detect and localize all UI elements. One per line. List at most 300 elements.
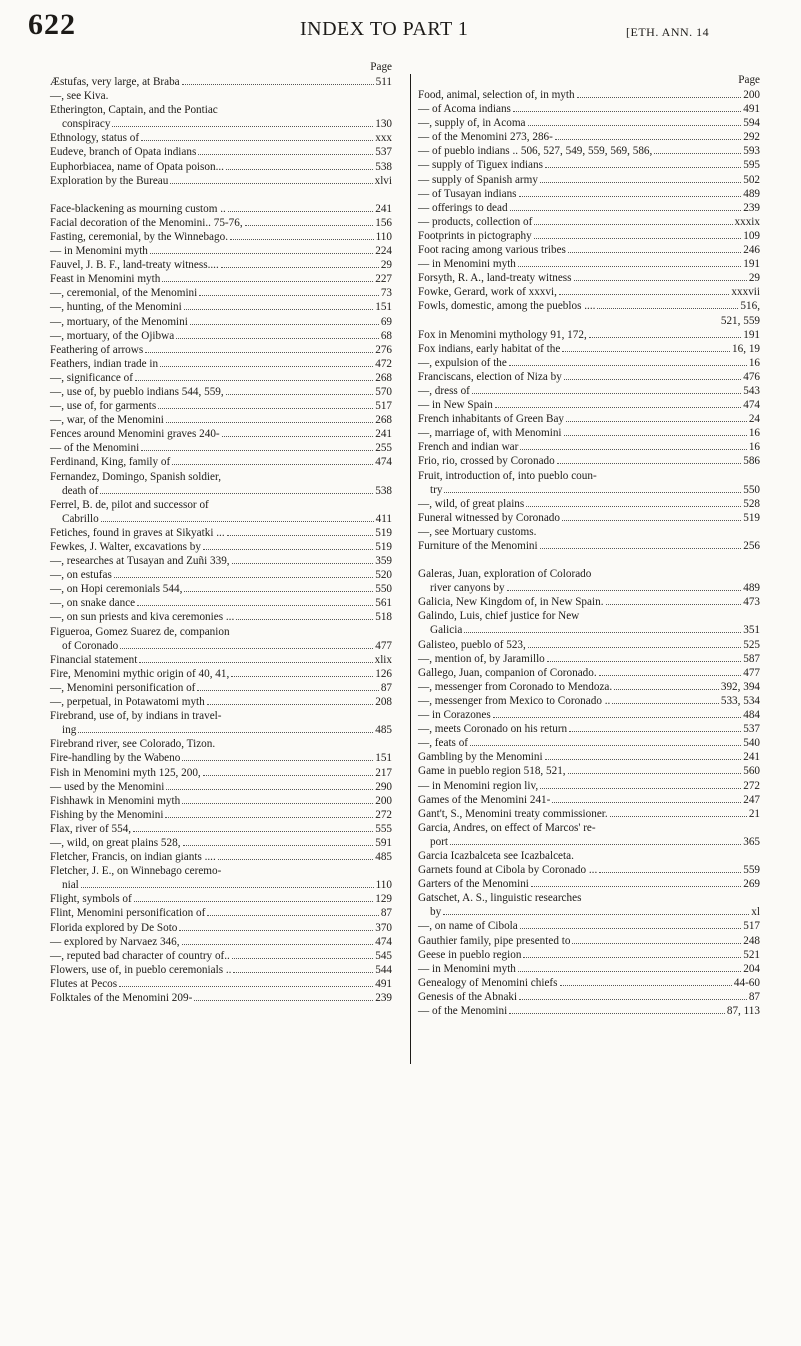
index-page-ref: 540: [743, 737, 760, 750]
index-page-ref: 518: [375, 611, 392, 624]
index-entry: [50, 780, 395, 794]
dot-leader: [179, 930, 373, 931]
dot-leader: [218, 859, 373, 860]
dot-leader: [203, 549, 373, 550]
dot-leader: [444, 492, 741, 493]
index-entry: [418, 440, 763, 454]
dot-leader: [172, 464, 373, 465]
index-page-ref: 241: [375, 428, 392, 441]
dot-leader: [534, 224, 732, 225]
index-entry-text: port: [430, 835, 449, 848]
page-number: 622: [28, 8, 76, 41]
dot-leader: [509, 1013, 725, 1014]
index-entry-text: —, mention of, by Jaramillo: [418, 652, 545, 665]
index-entry-text: Flight, symbols of: [50, 893, 132, 906]
index-page-ref: 544: [375, 963, 392, 976]
index-page-ref: 109: [743, 229, 760, 242]
index-page-ref: 151: [375, 301, 392, 314]
index-entry-text: Furniture of the Menomini: [418, 540, 538, 552]
index-entry-text: Gallego, Juan, companion of Coronado.: [418, 666, 597, 679]
index-page-ref: 561: [375, 597, 392, 610]
index-entry-text: Florida explored by De Soto: [50, 921, 178, 934]
index-entry-continuation: [418, 314, 763, 328]
index-page-ref: 156: [375, 216, 392, 229]
dot-leader: [190, 324, 379, 325]
index-page-ref: 87: [748, 990, 760, 1003]
index-page-ref: 200: [743, 89, 760, 101]
index-entry-text: Fire, Menomini mythic origin of 40, 41,: [50, 667, 230, 680]
index-page-ref: 538: [375, 160, 392, 173]
index-page-ref: 351: [743, 624, 760, 637]
index-entry: [50, 75, 395, 89]
index-entry: [50, 892, 395, 906]
index-entry-text: —, mortuary, of the Ojibwa: [50, 329, 175, 342]
running-reference: [ETH. ANN. 14: [626, 25, 710, 39]
dot-leader: [572, 943, 741, 944]
dot-leader: [150, 253, 373, 254]
index-entry: [418, 750, 763, 764]
index-entry-text: Game in pueblo region 518, 521,: [418, 765, 566, 778]
index-entry-text: —, Menomini personification of: [50, 681, 196, 694]
index-page-ref: 290: [375, 780, 392, 793]
dot-leader: [182, 803, 373, 804]
index-entry-text: Fruit, introduction of, into pueblo coun-: [418, 469, 597, 482]
index-entry-text: Geese in pueblo region: [418, 948, 522, 961]
dot-leader: [612, 703, 719, 704]
dot-leader: [589, 337, 741, 338]
index-page-ref: 550: [375, 583, 392, 596]
dot-leader: [509, 365, 747, 366]
dot-leader: [245, 225, 374, 226]
index-entry: [50, 667, 395, 681]
index-entry-text: Foot racing among various tribes: [418, 244, 566, 257]
index-page-ref: 151: [375, 752, 392, 765]
index-entry-text: Cabrillo: [62, 512, 99, 525]
index-page-ref: 272: [375, 808, 392, 821]
dot-leader: [194, 1000, 373, 1001]
index-entry: [418, 229, 763, 243]
index-entry: [418, 793, 763, 807]
index-page-ref: 473: [743, 596, 760, 609]
index-page-ref: 29: [380, 259, 392, 272]
index-entry: [50, 300, 395, 314]
index-cross-reference: Firebrand river, see Colorado, Tizon.: [50, 738, 216, 751]
dot-leader: [507, 590, 742, 591]
index-entry-text: — of pueblo indians .. 506, 527, 549, 559, 569, 586,: [418, 145, 653, 158]
index-page-ref: 269: [743, 878, 760, 891]
dot-leader: [564, 379, 741, 380]
index-entry: [418, 877, 763, 891]
index-entry-text: Flint, Menomini personification of: [50, 907, 206, 920]
dot-leader: [606, 604, 742, 605]
index-page-ref: 69: [380, 315, 392, 328]
index-page-ref: 517: [375, 400, 392, 413]
dot-leader: [562, 351, 730, 352]
index-page-ref: 110: [375, 230, 392, 243]
index-page-ref: 241: [375, 202, 392, 215]
index-entry-text: Etherington, Captain, and the Pontiac: [50, 104, 218, 117]
index-entry: [418, 271, 763, 285]
index-entry-text: Feathers, indian trade in: [50, 357, 159, 370]
index-entry: [418, 652, 763, 666]
index-entry: [50, 850, 395, 864]
dot-leader: [574, 280, 747, 281]
dot-leader: [464, 632, 741, 633]
index-page-ref: 555: [375, 822, 392, 835]
index-entry: [50, 906, 395, 920]
dot-leader: [141, 140, 373, 141]
index-entry-text: — explored by Narvaez 346,: [50, 935, 180, 948]
dot-leader: [226, 394, 374, 395]
index-entry: [418, 863, 763, 877]
index-page-ref: 519: [375, 526, 392, 539]
index-page-ref: 521, 559: [720, 314, 760, 327]
index-entry-text: French and indian war: [418, 441, 519, 454]
index-page-ref: 29: [748, 272, 760, 285]
index-entry-text: Galeras, Juan, exploration of Colorado: [418, 568, 592, 581]
index-entry-text: —, hunting, of the Menomini: [50, 301, 182, 314]
right-index-column: [418, 60, 763, 1018]
index-entry-text: — in New Spain: [418, 399, 493, 412]
index-entry: [50, 540, 395, 554]
index-entry-text: Ferdinand, King, family of: [50, 456, 171, 469]
index-page-ref: 204: [743, 962, 760, 975]
index-page-ref: 200: [375, 794, 392, 807]
index-entry-text: Fowls, domestic, among the pueblos ....: [418, 300, 596, 313]
index-entry-text: Fasting, ceremonial, by the Winnebago.: [50, 230, 228, 243]
index-entry: [418, 919, 763, 933]
index-entry: [50, 385, 395, 399]
index-entry-text: — in Menomini myth: [418, 962, 516, 975]
index-page-ref: 16: [748, 427, 760, 440]
index-entry-text: Garnets found at Cibola by Coronado ...: [418, 864, 598, 877]
index-entry-text: —, on name of Cibola: [418, 920, 518, 933]
index-entry: [418, 905, 763, 919]
index-page-ref: 241: [743, 751, 760, 764]
index-entry-text: —, messenger from Mexico to Coronado ..: [418, 694, 611, 707]
dot-leader: [654, 153, 741, 154]
index-page-ref: 559: [743, 864, 760, 877]
index-entry-text: Fletcher, J. E., on Winnebago ceremo-: [50, 865, 222, 878]
index-entry: [418, 243, 763, 257]
index-page-ref: 484: [743, 709, 760, 722]
index-page-ref: 502: [743, 173, 760, 186]
index-entry: [418, 694, 763, 708]
index-entry: [50, 554, 395, 568]
dot-leader: [221, 267, 379, 268]
index-entry-text: Forsyth, R. A., land-treaty witness: [418, 272, 572, 285]
index-page-ref: 485: [375, 851, 392, 864]
index-page-ref: 217: [375, 766, 392, 779]
index-entry-text: —, on estufas: [50, 569, 112, 582]
index-entry-text: — in Menomini myth: [418, 258, 516, 271]
index-page-ref: 247: [743, 793, 760, 806]
dot-leader: [199, 295, 379, 296]
left-index-column: [50, 60, 395, 1005]
dot-leader: [493, 717, 742, 718]
index-page-ref: 520: [375, 569, 392, 582]
index-page-ref: 239: [743, 201, 760, 214]
index-entry: [50, 174, 395, 188]
index-entry-text: —, war, of the Menomini: [50, 414, 164, 427]
index-page-ref: 533, 534: [720, 694, 760, 707]
dot-leader: [513, 111, 741, 112]
index-entry-text: Ethnology, status of: [50, 132, 140, 145]
index-entry: [418, 116, 763, 130]
index-entry-text: — in Corazones: [418, 709, 491, 722]
dot-leader: [599, 675, 742, 676]
index-entry-text: Facial decoration of the Menomini.. 75-76,: [50, 216, 243, 229]
index-entry-text: —, significance of: [50, 371, 133, 384]
index-entry-text: — supply of Tiguex indians: [418, 159, 543, 172]
index-entry: [418, 187, 763, 201]
index-entry: [418, 976, 763, 990]
index-entry: [50, 878, 395, 892]
index-page-ref: 227: [375, 273, 392, 286]
dot-leader: [520, 928, 741, 929]
letter-section-gap: [418, 553, 763, 567]
index-page-ref: 485: [375, 724, 392, 737]
index-page-ref: 528: [743, 497, 760, 510]
dot-leader: [145, 352, 373, 353]
index-page-ref: 519: [375, 541, 392, 553]
dot-leader: [519, 999, 747, 1000]
index-entry-text: —, reputed bad character of country of..: [50, 949, 230, 962]
dot-leader: [197, 690, 378, 691]
index-page-ref: 545: [375, 949, 392, 962]
dot-leader: [443, 914, 749, 915]
index-page-ref: 516,: [740, 300, 760, 313]
index-entry-text: Galicia, New Kingdom of, in New Spain.: [418, 596, 604, 609]
index-entry-text: Fowke, Gerard, work of xxxvi,: [418, 286, 557, 299]
index-page-ref: 208: [375, 696, 392, 709]
index-entry-text: Figueroa, Gomez Suarez de, companion: [50, 625, 230, 638]
dot-leader: [472, 393, 741, 394]
index-page-ref: 130: [375, 118, 392, 131]
index-entry: [418, 807, 763, 821]
dot-leader: [176, 338, 379, 339]
index-entry: [50, 399, 395, 413]
index-entry-text: Genealogy of Menomini chiefs: [418, 976, 558, 989]
dot-leader: [557, 463, 741, 464]
index-entry: [418, 384, 763, 398]
dot-leader: [531, 886, 741, 887]
index-entry-text: of Coronado: [62, 639, 119, 652]
index-entry: [418, 638, 763, 652]
index-entry: [418, 102, 763, 116]
index-entry-text: Galindo, Luis, chief justice for New: [418, 610, 580, 623]
index-entry: [50, 751, 395, 765]
dot-leader: [182, 944, 374, 945]
index-entry: [50, 455, 395, 469]
index-entry-text: — of Acoma indians: [418, 103, 511, 116]
index-page-ref: xxx: [375, 132, 392, 145]
dot-leader: [236, 619, 373, 620]
index-entry: [418, 342, 763, 356]
index-page-ref: 255: [375, 442, 392, 455]
index-page-ref: 543: [743, 384, 760, 397]
index-entry: [418, 736, 763, 750]
dot-leader: [520, 449, 746, 450]
index-page-ref: 239: [375, 992, 392, 1004]
index-page-ref: 560: [743, 765, 760, 778]
index-entry-text: —, meets Coronado on his return: [418, 723, 568, 736]
index-entry: [50, 216, 395, 230]
dot-leader: [182, 84, 374, 85]
index-entry-text: Euphorbiacea, name of Opata poison...: [50, 160, 224, 173]
dot-leader: [568, 252, 741, 253]
index-entry-text: —, ceremonial, of the Menomini: [50, 287, 198, 300]
index-page-ref: 474: [375, 456, 392, 469]
index-cross-reference: —, see Kiva.: [50, 90, 109, 103]
index-entry-text: —, use of, by pueblo indians 544, 559,: [50, 385, 224, 398]
index-page-ref: 550: [743, 483, 760, 496]
index-entry-text: Fewkes, J. Walter, excavations by: [50, 541, 201, 553]
index-page-ref: 477: [743, 666, 760, 679]
index-page-ref: 276: [375, 343, 392, 356]
index-page-ref: 472: [375, 357, 392, 370]
index-entry-text: — of Tusayan indians: [418, 187, 517, 200]
index-page-ref: 593: [743, 145, 760, 158]
index-entry-text: Franciscans, election of Niza by: [418, 370, 562, 383]
dot-leader: [597, 308, 738, 309]
index-entry-text: Flax, river of 554,: [50, 822, 132, 835]
index-page-ref: 129: [375, 893, 392, 906]
dot-leader: [184, 591, 373, 592]
index-page-ref: 272: [743, 779, 760, 792]
index-page-ref: 246: [743, 244, 760, 257]
dot-leader: [141, 450, 373, 451]
dot-leader: [231, 676, 373, 677]
dot-leader: [166, 789, 373, 790]
index-page-ref: 477: [375, 639, 392, 652]
index-page-ref: xxxvii: [731, 286, 760, 299]
dot-leader: [182, 760, 373, 761]
index-entry: [50, 244, 395, 258]
dot-leader: [540, 548, 742, 549]
index-entry-text: Gambling by the Menomini: [418, 751, 543, 764]
index-entry: [50, 695, 395, 709]
index-page-ref: 248: [743, 934, 760, 947]
index-entry-text: Ferrel, B. de, pilot and successor of: [50, 498, 209, 511]
dot-leader: [610, 816, 747, 817]
index-entry: [418, 511, 763, 525]
dot-leader: [165, 817, 373, 818]
index-entry-text: Gauthier family, pipe presented to: [418, 934, 571, 947]
index-entry: [418, 722, 763, 736]
index-page-ref: 21: [748, 807, 760, 820]
index-entry: [418, 285, 763, 299]
dot-leader: [495, 407, 741, 408]
index-entry-text: by: [430, 906, 442, 919]
dot-leader: [160, 366, 373, 367]
index-page-ref: 586: [743, 455, 760, 468]
index-entry: [50, 117, 395, 131]
index-page-ref: 537: [375, 146, 392, 159]
dot-leader: [614, 689, 719, 690]
dot-leader: [133, 831, 373, 832]
index-entry-text: ing: [62, 724, 77, 737]
index-entry-text: —, marriage of, with Menomini: [418, 427, 562, 440]
index-entry: [50, 526, 395, 540]
index-entry: [50, 427, 395, 441]
index-entry: [418, 835, 763, 849]
index-page-ref: 24: [748, 413, 760, 426]
index-entry: [50, 808, 395, 822]
index-entry-text: Gatschet, A. S., linguistic researches: [418, 892, 582, 905]
index-entry-text: — of the Menomini: [418, 1005, 508, 1017]
index-entry: [50, 371, 395, 385]
index-entry: [418, 299, 763, 313]
index-page-ref: 292: [743, 131, 760, 144]
dot-leader: [566, 421, 747, 422]
index-entry-text: Fox in Menomini mythology 91, 172,: [418, 328, 587, 341]
index-entry: [50, 272, 395, 286]
dot-leader: [81, 887, 374, 888]
dot-leader: [227, 535, 374, 536]
dot-leader: [577, 97, 742, 98]
dot-leader: [523, 957, 741, 958]
index-entry: [418, 764, 763, 778]
index-page-ref: 489: [743, 187, 760, 200]
index-page-ref: 591: [375, 836, 392, 849]
index-entry-text: Galisteo, pueblo of 523,: [418, 638, 526, 651]
index-entry-text: Gant't, S., Menomini treaty commissioner.: [418, 807, 608, 820]
index-page-ref: 224: [375, 245, 392, 258]
index-entry: [418, 144, 763, 158]
index-entry-text: Æstufas, very large, at Braba: [50, 76, 180, 88]
index-entry: [50, 160, 395, 174]
index-entry: [50, 639, 395, 653]
index-entry: [418, 158, 763, 172]
index-entry: [418, 962, 763, 976]
dot-leader: [559, 294, 730, 295]
index-page-ref: 191: [743, 258, 760, 271]
dot-leader: [158, 408, 373, 409]
index-entry-text: French inhabitants of Green Bay: [418, 413, 565, 426]
index-entry: [418, 539, 763, 553]
index-page-ref: 191: [743, 328, 760, 341]
dot-leader: [528, 125, 742, 126]
dot-leader: [599, 872, 741, 873]
dot-leader: [450, 844, 741, 845]
index-entry: [50, 596, 395, 610]
index-page-ref: 595: [743, 159, 760, 172]
index-entry-text: —, feats of: [418, 737, 469, 750]
index-entry: [50, 963, 395, 977]
index-entry-text: —, researches at Tusayan and Zuñi 339,: [50, 555, 230, 568]
index-entry: [418, 328, 763, 342]
index-page-ref: 87, 113: [726, 1005, 760, 1017]
dot-leader: [112, 126, 373, 127]
dot-leader: [120, 648, 373, 649]
dot-leader: [183, 845, 374, 846]
index-entry: [418, 990, 763, 1004]
index-entry-text: —, wild, on great plains 528,: [50, 836, 181, 849]
index-entry-text: — of the Menomini 273, 286-: [418, 131, 553, 144]
index-page-ref: 126: [375, 667, 392, 680]
index-entry-text: —, messenger from Coronado to Mendoza.: [418, 680, 613, 693]
index-entry-text: Feast in Menomini myth: [50, 273, 161, 286]
dot-leader: [545, 167, 741, 168]
index-entry-text: Exploration by the Bureau: [50, 174, 169, 187]
dot-leader: [184, 309, 373, 310]
dot-leader: [203, 775, 373, 776]
index-entry-text: Firebrand, use of, by indians in travel-: [50, 710, 222, 723]
dot-leader: [534, 238, 741, 239]
index-entry: [418, 88, 763, 102]
index-page-ref: 517: [743, 920, 760, 933]
